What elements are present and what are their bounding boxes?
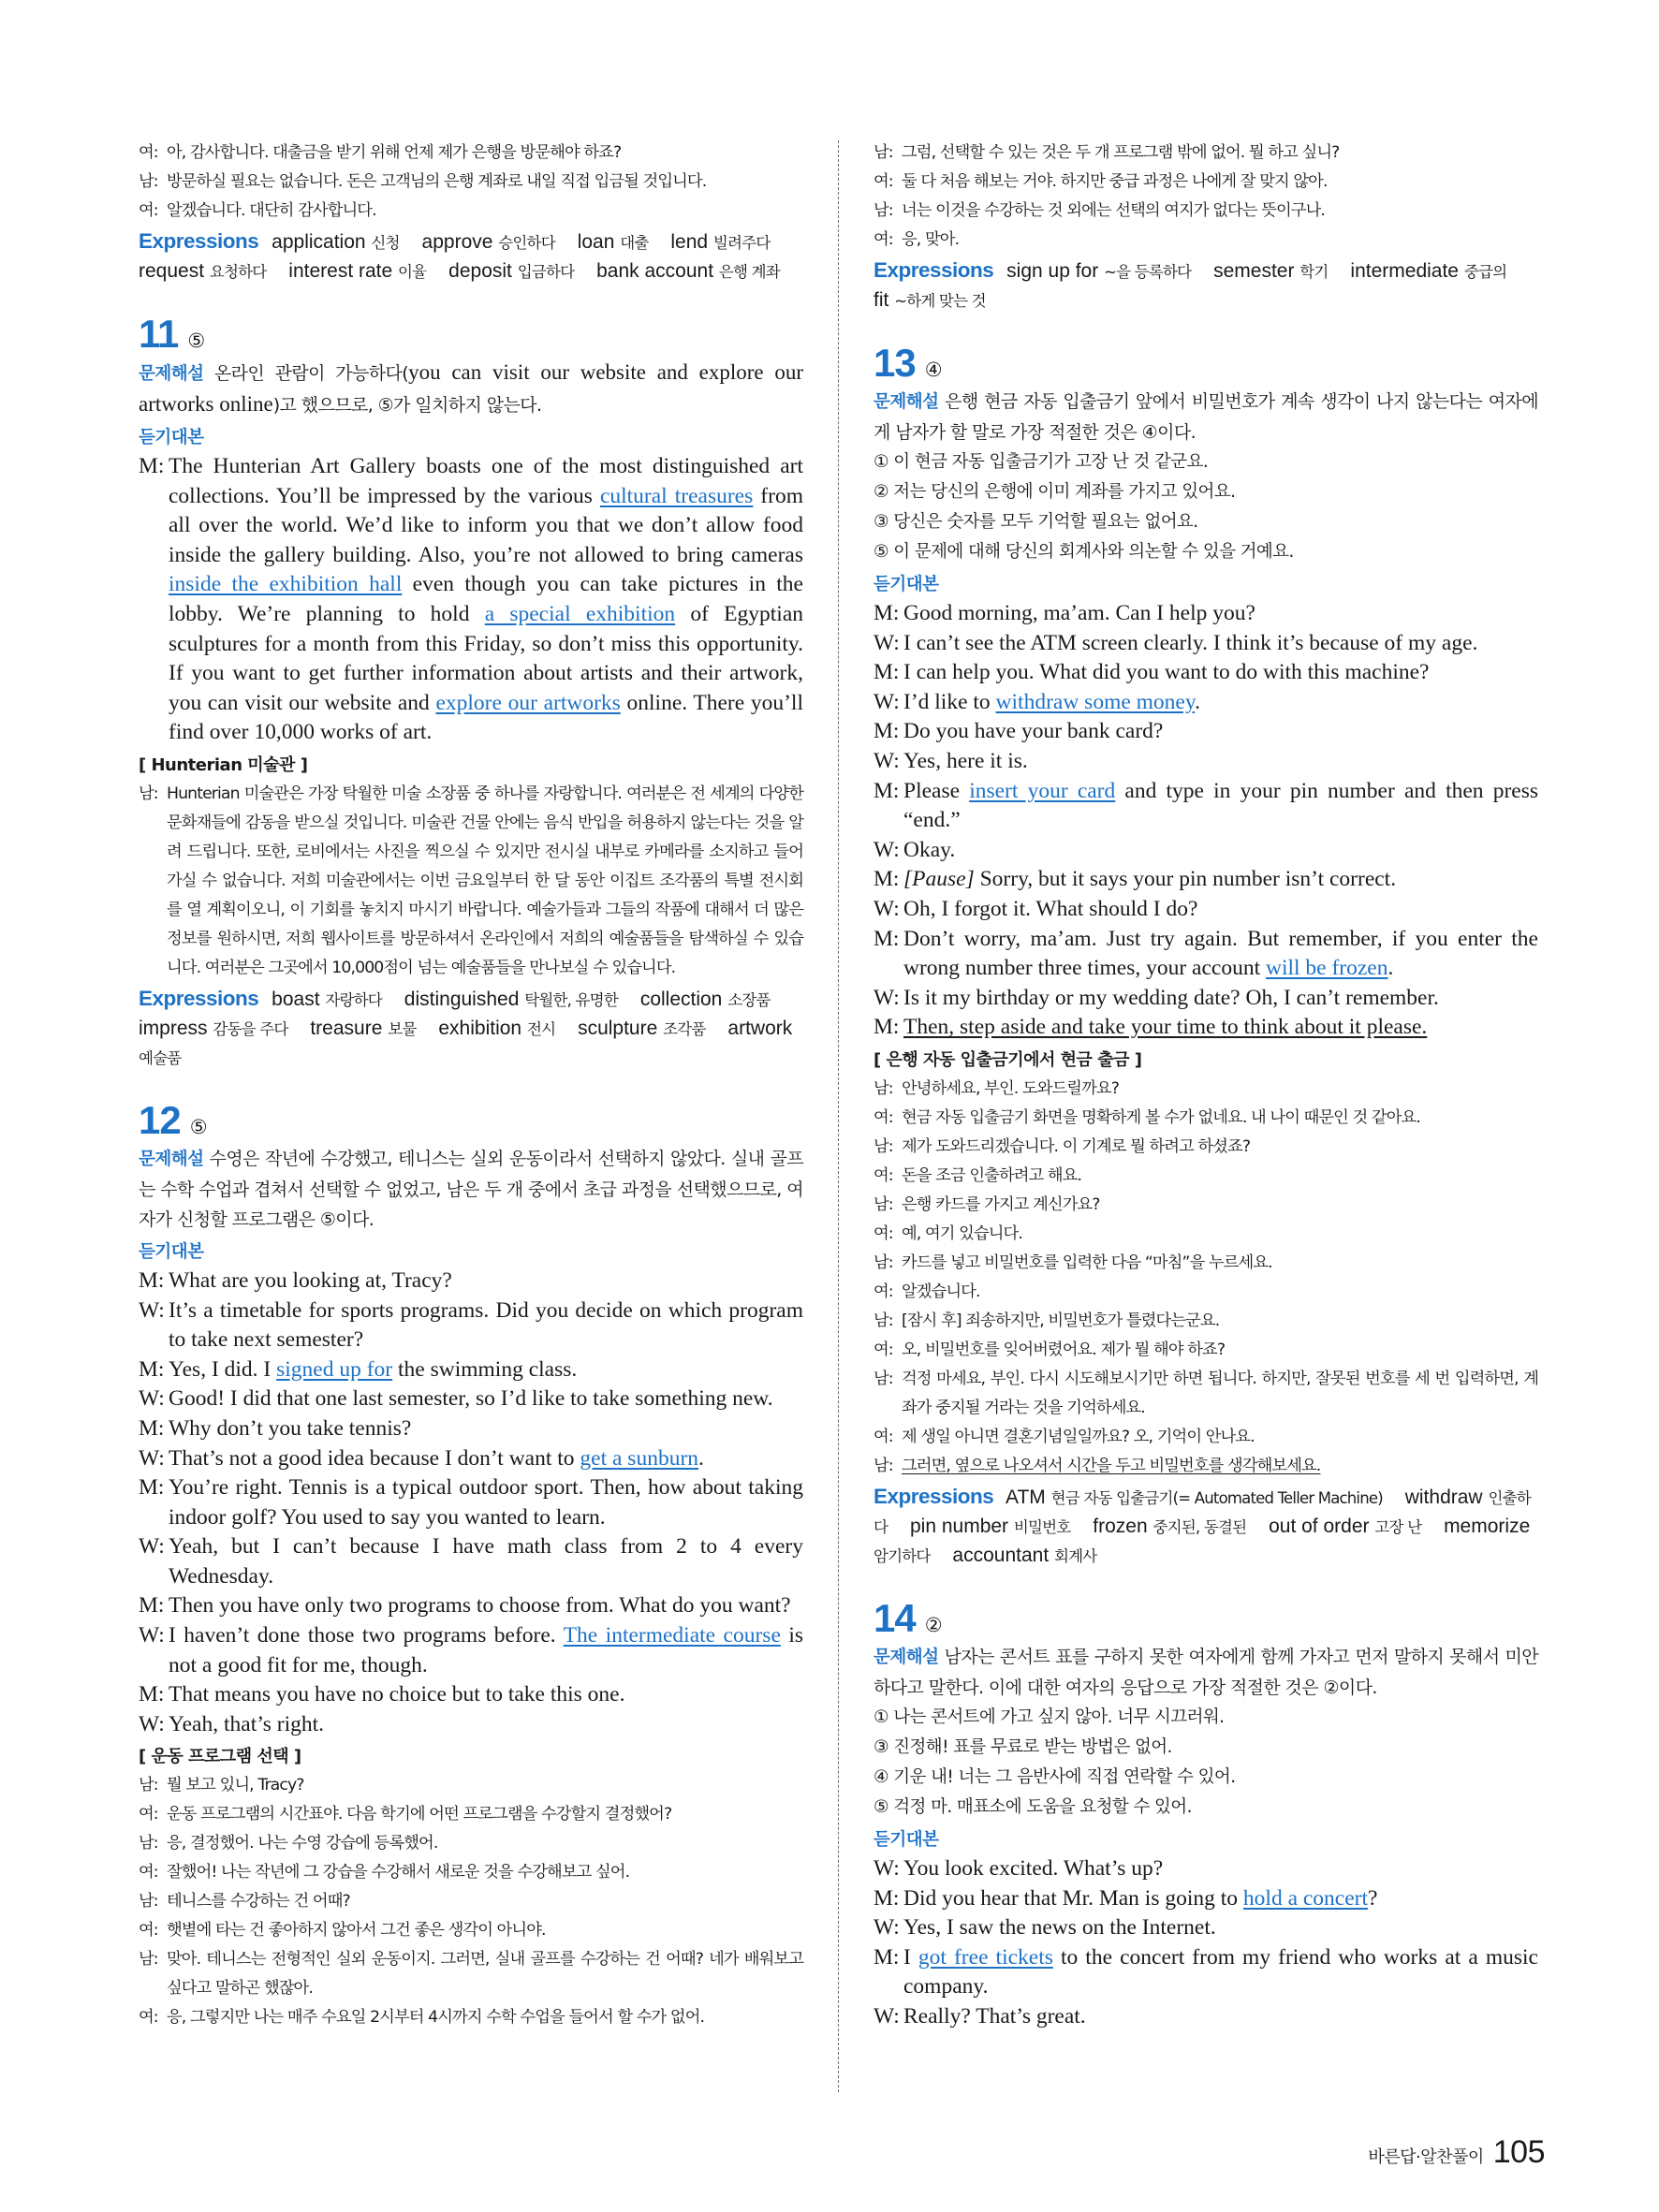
script-label: 듣기대본 xyxy=(874,575,939,594)
script-line: M: Don’t worry, ma’am. Just try again. But remember, if you enter the wrong number three times, your account will be frozen. xyxy=(874,926,1538,981)
ko-line: 여: 잘했어! 나는 작년에 그 강습을 수강해서 새로운 것을 수강해보고 싶어. xyxy=(139,1863,630,1882)
ko-line: 여: 제 생일 아니면 결혼기념일일까요? 오, 기억이 안나요. xyxy=(874,1427,1255,1446)
option-item: ① 나는 콘서트에 가고 싶지 않아. 너무 시끄러워. xyxy=(874,1707,1225,1727)
script-line: M: Then, step aside and take your time to think about it please. xyxy=(874,1015,1428,1040)
answer-mark: ④ xyxy=(924,359,943,381)
script-dialog xyxy=(874,1854,1538,2032)
ko-line: 남: 뭘 보고 있니, Tracy? xyxy=(139,1776,304,1795)
script-line: W: You look excited. What’s up? xyxy=(874,1855,1164,1881)
translation-title: [ 은행 자동 입출금기에서 현금 출금 ] xyxy=(874,1049,1142,1070)
ko-line: 여: 응, 맞아. xyxy=(874,230,960,249)
script-label: 듣기대본 xyxy=(874,1829,939,1850)
ko-line: 여: 햇볕에 타는 건 좋아하지 않아서 그건 좋은 생각이 아니야. xyxy=(139,1921,546,1941)
ko-line: 여: 돈을 조금 인출하려고 해요. xyxy=(874,1165,1082,1185)
option-item: ④ 기운 내! 너는 그 음반사에 직접 연락할 수 있어. xyxy=(874,1766,1236,1787)
script-line: M: I can help you. What did you want to do with this machine? xyxy=(874,660,1430,685)
script-line: M: Yes, I did. I signed up for the swimming class. xyxy=(139,1356,578,1382)
expressions-box: Expressions ATM 현금 자동 입출금기(= Automated Teller Machine) withdraw 인출하다 pin number 비밀번호 frozen 중지된, 동결된 out of order 고장 난 memorize 암기하다 accountant 회계사 xyxy=(874,1484,1531,1566)
explanation: 문제해설 온라인 관람이 가능하다(you can visit our website and explore our artworks online)고 했으므로, ⑤가 일치하지 않는다. xyxy=(139,360,803,416)
ko-line: 여: 알겠습니다. xyxy=(874,1282,980,1301)
question-header xyxy=(874,342,1538,385)
expressions-box: Expressions application 신청 approve 승인하다 loan 대출 lend 빌려주다 request 요청하다 interest rate 이율 deposit 입금하다 bank account 은행 계좌 xyxy=(139,229,780,282)
ko-line: 남: Hunterian 미술관은 가장 탁월한 미술 소장품 중 하나를 자랑합니다. 여러분은 전 세계의 다양한 문화재들에 감동을 받으실 것입니다. 미술관 건물 안에는 음식 반입을 허용하지 않는다는 것을 알려 드립니다. 또한, 로비에서는 사진을 찍으실 수 있지만 전시실 내부로 카메라를 소지하고 들어가실 수 없습니다. 저희 미술관에서는 이번 금요일부터 한 달 동안 이집트 조각품의 특별 전시회를 열 계획이오니, 이 기회를 놓치지 마시기 바랍니다. 예술가들과 그들의 작품에 대해서 더 많은 정보를 원하시면, 저희 웹사이트를 방문하셔서 온라인에서 저희의 예술품들을 탐색하실 수 있습니다. 여러분은 그곳에서 10,000점이 넘는 예술품들을 만나보실 수 있습니다. xyxy=(139,784,803,977)
ko-line: 여: 알겠습니다. 대단히 감사합니다. xyxy=(139,201,376,220)
script-line: M: [Pause] Sorry, but it says your pin number isn’t correct. xyxy=(874,867,1397,892)
right-column xyxy=(874,139,1538,2031)
option-item: ⑤ 이 문제에 대해 당신의 회계사와 의논할 수 있을 거예요. xyxy=(874,542,1294,562)
explanation: 문제해설 은행 현금 자동 입출금기 앞에서 비밀번호가 계속 생각이 나지 않는다는 여자에게 남자가 할 말로 가장 적절한 것은 ④이다. xyxy=(874,391,1538,443)
question-number: 14 xyxy=(874,1595,916,1640)
script-dialog xyxy=(139,1267,803,1740)
script-line: M: Please insert your card and type in your pin number and then press “end.” xyxy=(874,778,1538,833)
script-line: W: That’s not a good idea because I don’t want to get a sunburn. xyxy=(139,1445,704,1471)
ko-line: 여: 오, 비밀번호를 잊어버렸어요. 제가 뭘 해야 하죠? xyxy=(874,1340,1226,1359)
ko-dialog-block xyxy=(139,139,803,226)
expressions-box: Expressions sign up for ~을 등록하다 semester 학기 intermediate 중급의 fit ~하게 맞는 것 xyxy=(874,258,1507,311)
ko-dialog-block xyxy=(139,1771,803,2032)
option-item: ② 저는 당신의 은행에 이미 계좌를 가지고 있어요. xyxy=(874,482,1236,502)
column-divider xyxy=(838,140,839,2092)
script-line: W: Yes, I saw the news on the Internet. xyxy=(874,1915,1216,1941)
script-line: M: That means you have no choice but to take this one. xyxy=(139,1682,625,1707)
script-line: W: Okay. xyxy=(874,837,956,862)
script-line: W: I’d like to withdraw some money. xyxy=(874,689,1200,714)
question-header xyxy=(139,313,803,356)
script-line: M: Do you have your bank card? xyxy=(874,719,1164,744)
ko-line: 남: 테니스를 수강하는 건 어때? xyxy=(139,1892,350,1912)
expressions-box: Expressions boast 자랑하다 distinguished 탁월한, 유명한 collection 소장품 impress 감동을 주다 treasure 보물 exhibition 전시 sculpture 조각품 artwork 예술품 xyxy=(139,986,793,1067)
answer-mark: ② xyxy=(924,1613,943,1636)
script-line: M: I got free tickets to the concert from my friend who works at a music company. xyxy=(874,1944,1538,2000)
ko-line: 남: 너는 이것을 수강하는 것 외에는 선택의 여지가 없다는 뜻이구나. xyxy=(874,201,1325,220)
script-line: W: Is it my birthday or my wedding date? Oh, I can’t remember. xyxy=(874,985,1439,1010)
script-label: 듣기대본 xyxy=(139,428,204,447)
left-column xyxy=(139,139,803,2032)
option-item: ③ 당신은 숫자를 모두 기억할 필요는 없어요. xyxy=(874,512,1198,532)
translation-title: [ 운동 프로그램 선택 ] xyxy=(139,1747,301,1767)
ko-line: 남: 그러면, 옆으로 나오셔서 시간을 두고 비밀번호를 생각해보세요. xyxy=(874,1456,1321,1475)
script-line: W: Yes, here it is. xyxy=(874,748,1028,773)
question-number: 11 xyxy=(139,312,179,356)
ko-dialog-block xyxy=(874,1075,1538,1481)
ko-line: 여: 예, 여기 있습니다. xyxy=(874,1223,1022,1243)
script-label: 듣기대본 xyxy=(139,1241,204,1262)
option-item: ③ 진정해! 표를 무료로 받는 방법은 없어. xyxy=(874,1736,1172,1757)
ko-line: 남: [잠시 후] 죄송하지만, 비밀번호가 틀렸다는군요. xyxy=(874,1311,1220,1330)
ko-line: 남: 방문하실 필요는 없습니다. 돈은 고객님의 은행 계좌로 내일 직접 입금될 것입니다. xyxy=(139,172,707,191)
script-line: W: Yeah, that’s right. xyxy=(139,1711,325,1736)
page-number: 105 xyxy=(1492,2134,1545,2170)
ko-line: 남: 안녕하세요, 부인. 도와드릴까요? xyxy=(874,1078,1119,1098)
option-item: ① 이 현금 자동 입출금기가 고장 난 것 같군요. xyxy=(874,452,1209,472)
script-line: W: Really? That’s great. xyxy=(874,2003,1086,2029)
question-number: 12 xyxy=(139,1097,181,1142)
script-line: M: Then you have only two programs to choose from. What do you want? xyxy=(139,1593,791,1619)
script-dialog xyxy=(874,599,1538,1043)
explanation: 문제해설 남자는 콘서트 표를 구하지 못한 여자에게 함께 가자고 먼저 말하지 못해서 미안하다고 말한다. 이에 대한 여자의 응답으로 가장 적절한 것은 ②이다. xyxy=(874,1646,1538,1698)
ko-line: 여: 현금 자동 입출금기 화면을 명확하게 볼 수가 없네요. 내 나이 때문인 것 같아요. xyxy=(874,1107,1420,1127)
script-line: W: Yeah, but I can’t because I have math class from 2 to 4 every Wednesday. xyxy=(139,1534,803,1589)
ko-line: 여: 아, 감사합니다. 대출금을 받기 위해 언제 제가 은행을 방문해야 하죠? xyxy=(139,143,622,162)
script-line: W: It’s a timetable for sports programs. Did you decide on which program to take next semester? xyxy=(139,1297,803,1353)
ko-line: 남: 카드를 넣고 비밀번호를 입력한 다음 “마침”을 누르세요. xyxy=(874,1252,1272,1272)
ko-line: 남: 응, 결정했어. 나는 수영 강습에 등록했어. xyxy=(139,1834,438,1853)
footer-label: 바른답·알찬풀이 xyxy=(1368,2147,1484,2167)
ko-line: 여: 둘 다 처음 해보는 거야. 하지만 중급 과정은 나에게 잘 맞지 않아. xyxy=(874,172,1328,191)
answer-mark: ⑤ xyxy=(187,330,206,352)
ko-line: 여: 응, 그렇지만 나는 매주 수요일 2시부터 4시까지 수학 수업을 들어서 할 수가 없어. xyxy=(139,2008,705,2028)
script-line: W: Oh, I forgot it. What should I do? xyxy=(874,896,1198,921)
ko-line: 남: 맞아. 테니스는 전형적인 실외 운동이지. 그러면, 실내 골프를 수강하는 건 어때? 네가 배워보고 싶다고 말하곤 했잖아. xyxy=(139,1950,803,1999)
script-line: W: Good! I did that one last semester, so I’d like to take something new. xyxy=(139,1386,773,1412)
option-list xyxy=(874,1703,1538,1823)
script-line: M: What are you looking at, Tracy? xyxy=(139,1267,452,1293)
question-header xyxy=(139,1099,803,1142)
page-footer xyxy=(1368,2134,1545,2171)
explanation: 문제해설 수영은 작년에 수강했고, 테니스는 실외 운동이라서 선택하지 않았다. 실내 골프는 수학 수업과 겹쳐서 선택할 수 없었고, 남은 두 개 중에서 초급 과정을 선택했으므로, 여자가 신청할 프로그램은 ⑤이다. xyxy=(139,1148,803,1230)
question-header xyxy=(874,1597,1538,1640)
ko-dialog-block xyxy=(874,139,1538,255)
script-line: M: Why don’t you take tennis? xyxy=(139,1415,412,1441)
question-number: 13 xyxy=(874,341,916,385)
script-line: M: Good morning, ma’am. Can I help you? xyxy=(874,601,1255,625)
option-item: ⑤ 걱정 마. 매표소에 도움을 요청할 수 있어. xyxy=(874,1796,1192,1817)
script-line: M: You’re right. Tennis is a typical outdoor sport. Then, how about taking indoor golf? You used to say you wanted to learn. xyxy=(139,1475,803,1530)
ko-line: 남: 은행 카드를 가지고 계신가요? xyxy=(874,1194,1100,1214)
script-line: W: I haven’t done those two programs before. The intermediate course is not a good fit for me, though. xyxy=(139,1623,803,1677)
option-list xyxy=(874,447,1538,567)
script-line: M: The Hunterian Art Gallery boasts one of the most distinguished art collections. You’ll be impressed by the various cultural treasures from all over the world. We’d like to inform you that we don’t allow food inside the gallery building. Also, you’re not allowed to bring cameras inside the exhibition hall even though you can take pictures in the lobby. We’re planning to hold a special exhibition of Egyptian sculptures for a month from this Friday, so don’t miss this opportunity. If you want to get further information about artists and their artwork, you can visit our website and explore our artworks online. There you’ll find over 10,000 works of art. xyxy=(139,454,804,745)
ko-line: 남: 제가 도와드리겠습니다. 이 기계로 뭘 하려고 하셨죠? xyxy=(874,1136,1251,1156)
ko-line: 여: 운동 프로그램의 시간표야. 다음 학기에 어떤 프로그램을 수강할지 결정했어? xyxy=(139,1805,672,1824)
ko-line: 남: 그럼, 선택할 수 있는 것은 두 개 프로그램 밖에 없어. 뭘 하고 싶니? xyxy=(874,143,1340,162)
script-line: W: I can’t see the ATM screen clearly. I think it’s because of my age. xyxy=(874,630,1478,655)
ko-line: 남: 걱정 마세요, 부인. 다시 시도해보시기만 하면 됩니다. 하지만, 잘못된 번호를 세 번 입력하면, 계좌가 중지될 거라는 것을 기억하세요. xyxy=(874,1369,1538,1417)
answer-mark: ⑤ xyxy=(189,1115,208,1138)
script-line: M: Did you hear that Mr. Man is going to hold a concert? xyxy=(874,1885,1378,1911)
translation-title: [ Hunterian 미술관 ] xyxy=(139,754,308,775)
